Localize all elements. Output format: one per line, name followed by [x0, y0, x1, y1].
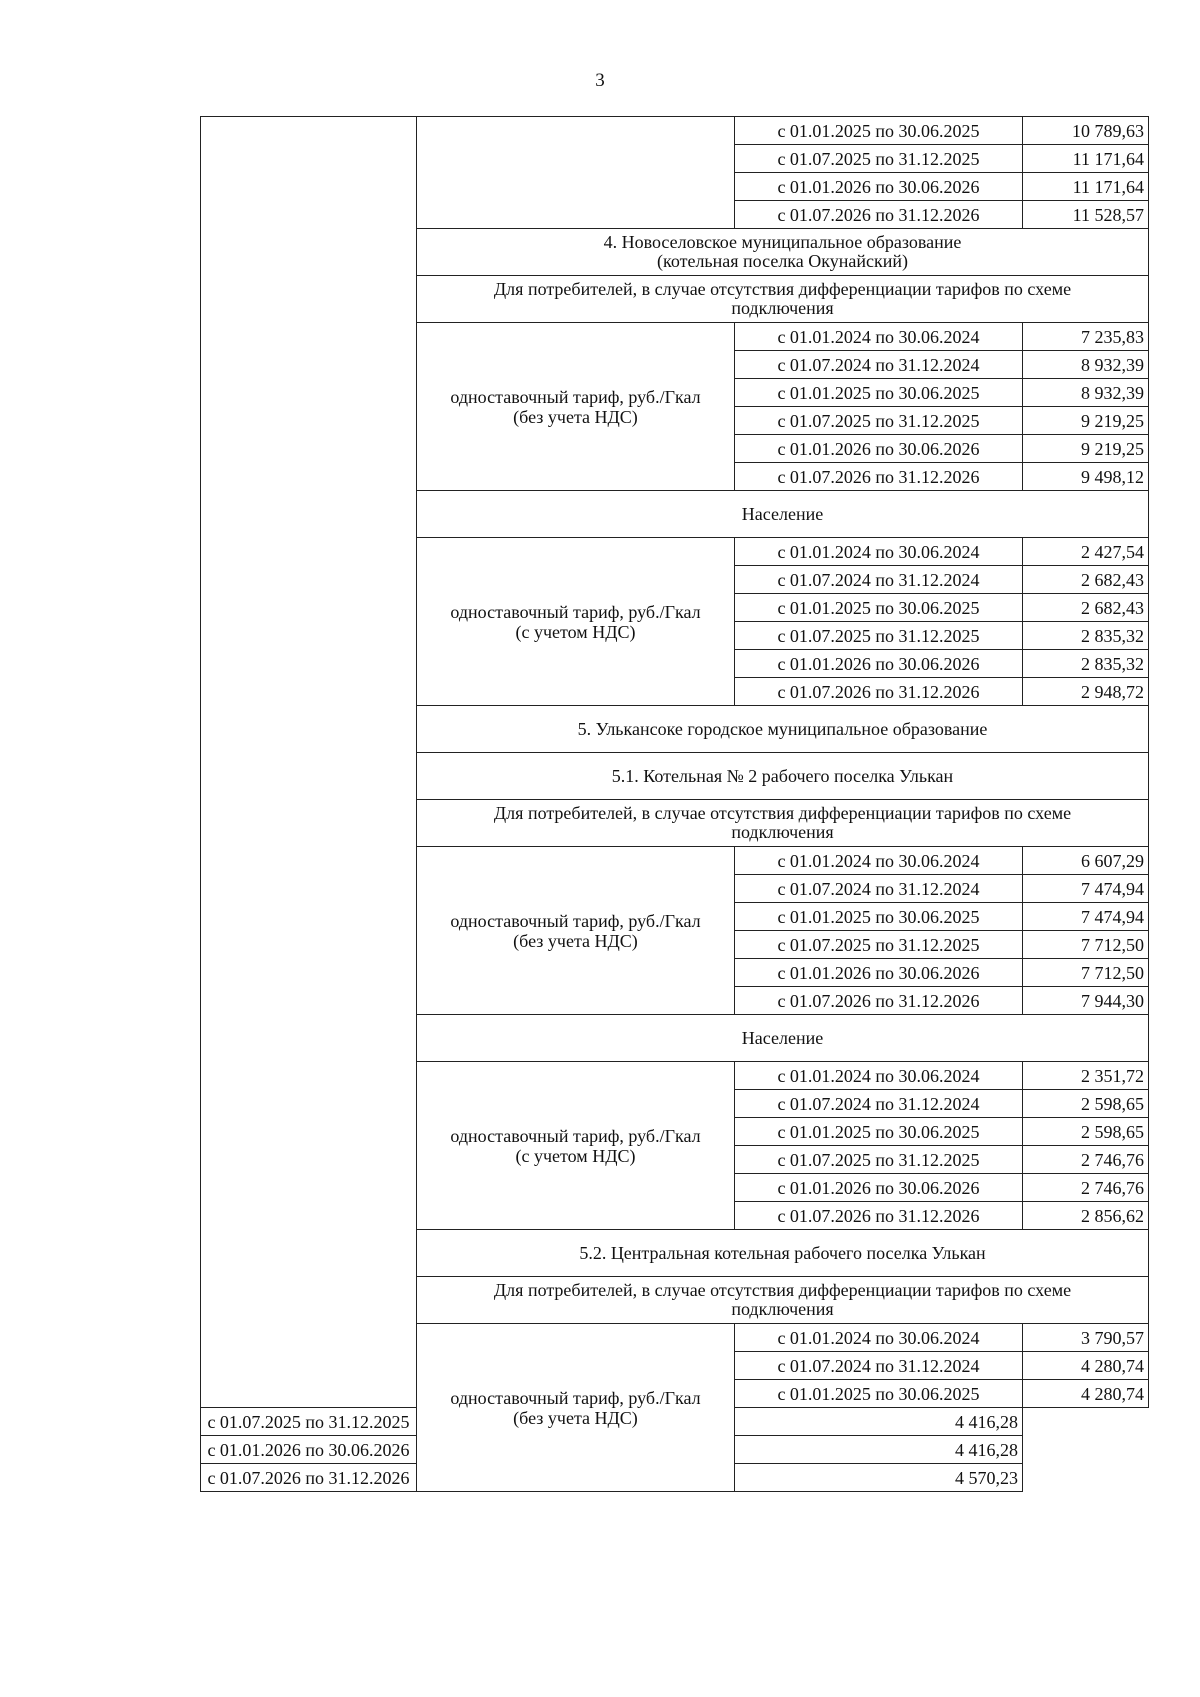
subsection-title: 5.1. Котельная № 2 рабочего поселка Улькан	[417, 753, 1149, 800]
period-cell: с 01.07.2026 по 31.12.2026	[735, 201, 1023, 229]
period-cell: с 01.07.2025 по 31.12.2025	[735, 145, 1023, 173]
tariff-label-line: (без учета НДС)	[513, 406, 638, 427]
page-number: 3	[595, 70, 605, 91]
consumers-heading-line: подключения	[731, 822, 834, 842]
period-cell: с 01.01.2026 по 30.06.2026	[735, 650, 1023, 678]
period-cell: с 01.07.2024 по 31.12.2024	[735, 1352, 1023, 1380]
value-cell: 2 598,65	[1023, 1090, 1149, 1118]
period-cell: с 01.01.2026 по 30.06.2026	[735, 1174, 1023, 1202]
value-cell: 7 712,50	[1023, 931, 1149, 959]
value-cell: 9 498,12	[1023, 463, 1149, 491]
tariff-label-cell	[417, 1324, 735, 1492]
value-cell: 4 280,74	[1023, 1352, 1149, 1380]
period-cell: с 01.01.2024 по 30.06.2024	[735, 1324, 1023, 1352]
period-cell: с 01.01.2026 по 30.06.2026	[735, 173, 1023, 201]
value-cell: 4 416,28	[735, 1436, 1023, 1464]
consumers-heading	[417, 800, 1149, 847]
period-cell: с 01.01.2024 по 30.06.2024	[735, 1062, 1023, 1090]
subsection-title: 5.2. Центральная котельная рабочего поселка Улькан	[417, 1230, 1149, 1277]
population-heading: Население	[417, 1015, 1149, 1062]
tariff-table	[200, 116, 1149, 1492]
period-cell: с 01.07.2025 по 31.12.2025	[735, 407, 1023, 435]
period-cell: с 01.07.2024 по 31.12.2024	[735, 1090, 1023, 1118]
value-cell: 11 171,64	[1023, 173, 1149, 201]
consumers-heading-line: подключения	[731, 1299, 834, 1319]
value-cell: 2 835,32	[1023, 622, 1149, 650]
period-cell: с 01.07.2024 по 31.12.2024	[735, 566, 1023, 594]
table-row	[201, 117, 1149, 145]
period-cell: с 01.01.2024 по 30.06.2024	[735, 323, 1023, 351]
period-cell: с 01.01.2025 по 30.06.2025	[735, 1118, 1023, 1146]
value-cell: 7 474,94	[1023, 903, 1149, 931]
consumers-heading	[417, 1277, 1149, 1324]
tariff-label-line: одноставочный тариф, руб./Гкал	[450, 1125, 701, 1146]
value-cell: 2 835,32	[1023, 650, 1149, 678]
period-cell: с 01.01.2024 по 30.06.2024	[735, 847, 1023, 875]
period-cell: с 01.07.2024 по 31.12.2024	[735, 351, 1023, 379]
value-cell: 2 682,43	[1023, 594, 1149, 622]
value-cell: 11 171,64	[1023, 145, 1149, 173]
value-cell: 2 427,54	[1023, 538, 1149, 566]
value-cell: 4 570,23	[735, 1464, 1023, 1492]
consumers-heading	[417, 276, 1149, 323]
period-cell: с 01.07.2024 по 31.12.2024	[735, 875, 1023, 903]
value-cell: 2 856,62	[1023, 1202, 1149, 1230]
consumers-heading-line: Для потребителей, в случае отсутствия дифференциации тарифов по схеме	[493, 279, 1072, 299]
period-cell: с 01.07.2025 по 31.12.2025	[735, 1146, 1023, 1174]
value-cell: 9 219,25	[1023, 435, 1149, 463]
period-cell: с 01.01.2026 по 30.06.2026	[735, 959, 1023, 987]
population-heading: Население	[417, 491, 1149, 538]
tariff-label-line: одноставочный тариф, руб./Гкал	[450, 910, 701, 931]
value-cell: 7 944,30	[1023, 987, 1149, 1015]
tariff-label-line: (без учета НДС)	[513, 1407, 638, 1428]
value-cell: 2 746,76	[1023, 1146, 1149, 1174]
continued-label-cell	[417, 117, 735, 229]
first-column-cell	[201, 117, 417, 1408]
tariff-label-cell	[417, 538, 735, 706]
period-cell: с 01.07.2025 по 31.12.2025	[201, 1408, 417, 1436]
section-title-line: (котельная поселка Окунайский)	[657, 251, 908, 271]
tariff-label-line: одноставочный тариф, руб./Гкал	[450, 1387, 701, 1408]
consumers-heading-line: Для потребителей, в случае отсутствия дифференциации тарифов по схеме	[493, 803, 1072, 823]
value-cell: 4 280,74	[1023, 1380, 1149, 1408]
section-title	[417, 229, 1149, 276]
tariff-label-line: (с учетом НДС)	[515, 1145, 636, 1166]
period-cell: с 01.07.2025 по 31.12.2025	[735, 622, 1023, 650]
section-title-line: 4. Новоселовское муниципальное образование	[603, 232, 962, 252]
tariff-label-line: (с учетом НДС)	[515, 621, 636, 642]
consumers-heading-line: подключения	[731, 298, 834, 318]
value-cell: 7 235,83	[1023, 323, 1149, 351]
tariff-label-line: одноставочный тариф, руб./Гкал	[450, 386, 701, 407]
period-cell: с 01.07.2026 по 31.12.2026	[201, 1464, 417, 1492]
period-cell: с 01.01.2025 по 30.06.2025	[735, 379, 1023, 407]
value-cell: 11 528,57	[1023, 201, 1149, 229]
value-cell: 2 948,72	[1023, 678, 1149, 706]
period-cell: с 01.07.2026 по 31.12.2026	[735, 1202, 1023, 1230]
tariff-label-cell	[417, 1062, 735, 1230]
tariff-label-cell	[417, 323, 735, 491]
consumers-heading-line: Для потребителей, в случае отсутствия дифференциации тарифов по схеме	[493, 1280, 1072, 1300]
period-cell: с 01.01.2025 по 30.06.2025	[735, 903, 1023, 931]
tariff-label-cell	[417, 847, 735, 1015]
period-cell: с 01.01.2024 по 30.06.2024	[735, 538, 1023, 566]
period-cell: с 01.01.2025 по 30.06.2025	[735, 1380, 1023, 1408]
value-cell: 2 682,43	[1023, 566, 1149, 594]
value-cell: 4 416,28	[735, 1408, 1023, 1436]
section-title: 5. Улькансоке городское муниципальное образование	[417, 706, 1149, 753]
period-cell: с 01.01.2025 по 30.06.2025	[735, 117, 1023, 145]
period-cell: с 01.07.2026 по 31.12.2026	[735, 678, 1023, 706]
period-cell: с 01.07.2025 по 31.12.2025	[735, 931, 1023, 959]
value-cell: 2 746,76	[1023, 1174, 1149, 1202]
period-cell: с 01.07.2026 по 31.12.2026	[735, 987, 1023, 1015]
value-cell: 2 351,72	[1023, 1062, 1149, 1090]
value-cell: 8 932,39	[1023, 351, 1149, 379]
value-cell: 7 474,94	[1023, 875, 1149, 903]
value-cell: 9 219,25	[1023, 407, 1149, 435]
period-cell: с 01.01.2026 по 30.06.2026	[735, 435, 1023, 463]
tariff-label-line: одноставочный тариф, руб./Гкал	[450, 601, 701, 622]
value-cell: 10 789,63	[1023, 117, 1149, 145]
value-cell: 7 712,50	[1023, 959, 1149, 987]
period-cell: с 01.01.2026 по 30.06.2026	[201, 1436, 417, 1464]
value-cell: 8 932,39	[1023, 379, 1149, 407]
period-cell: с 01.07.2026 по 31.12.2026	[735, 463, 1023, 491]
value-cell: 3 790,57	[1023, 1324, 1149, 1352]
value-cell: 2 598,65	[1023, 1118, 1149, 1146]
tariff-label-line: (без учета НДС)	[513, 930, 638, 951]
value-cell: 6 607,29	[1023, 847, 1149, 875]
period-cell: с 01.01.2025 по 30.06.2025	[735, 594, 1023, 622]
